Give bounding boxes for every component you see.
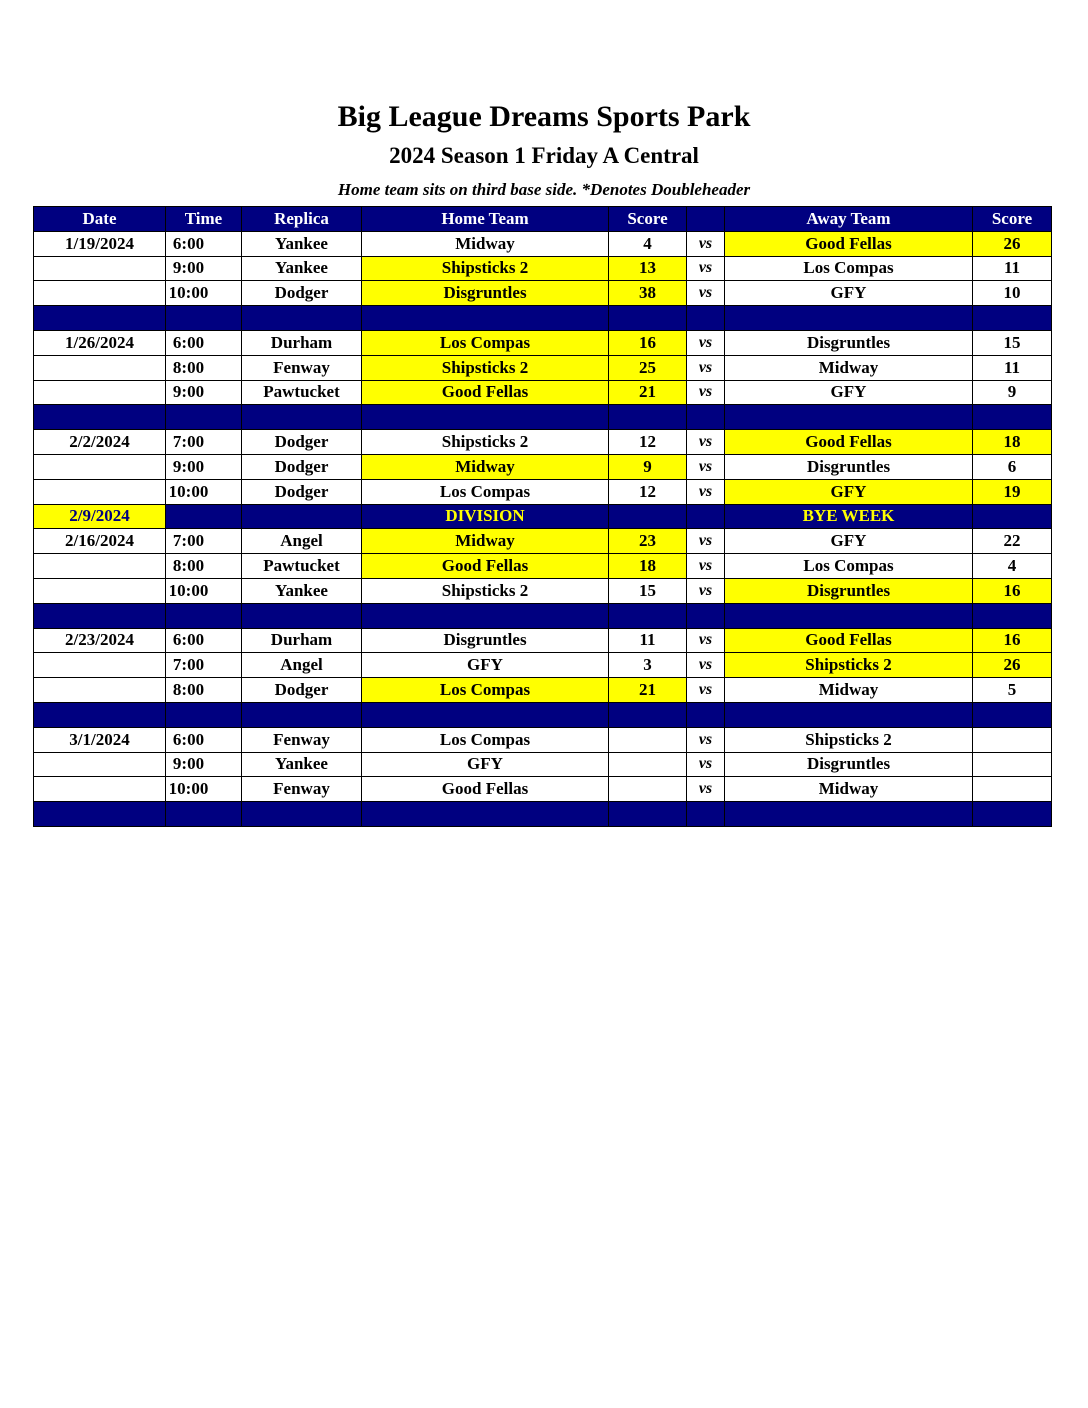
schedule-table <box>33 206 1052 827</box>
vs-cell: vs <box>687 678 725 703</box>
home-score-cell: 3 <box>609 653 687 678</box>
vs-cell: vs <box>687 529 725 554</box>
week-separator-row <box>34 702 1052 727</box>
vs-cell: vs <box>687 777 725 802</box>
vs-cell: vs <box>687 628 725 653</box>
replica-cell: Fenway <box>242 355 362 380</box>
home-team-cell: Good Fellas <box>362 777 609 802</box>
home-score-cell: 11 <box>609 628 687 653</box>
game-row <box>34 554 1052 579</box>
away-score-cell: 19 <box>973 479 1052 504</box>
away-team-cell: GFY <box>725 281 973 306</box>
away-score-cell: 5 <box>973 678 1052 703</box>
date-cell <box>34 281 166 306</box>
separator-cell <box>34 603 166 628</box>
schedule-body <box>34 231 1052 826</box>
col-header-vs <box>687 207 725 232</box>
vs-cell: vs <box>687 231 725 256</box>
bye-week-label: BYE WEEK <box>725 504 973 529</box>
separator-cell <box>687 405 725 430</box>
separator-cell <box>725 702 973 727</box>
home-team-cell: Midway <box>362 529 609 554</box>
replica-cell: Yankee <box>242 578 362 603</box>
date-cell: 2/16/2024 <box>34 529 166 554</box>
vs-cell: vs <box>687 554 725 579</box>
time-cell: 9:00 <box>166 380 242 405</box>
away-score-cell <box>973 752 1052 777</box>
home-team-cell: Disgruntles <box>362 281 609 306</box>
separator-cell <box>166 405 242 430</box>
separator-cell <box>34 306 166 331</box>
header-row <box>34 207 1052 232</box>
separator-cell <box>609 702 687 727</box>
date-cell: 3/1/2024 <box>34 727 166 752</box>
time-cell: 8:00 <box>166 355 242 380</box>
game-row <box>34 578 1052 603</box>
vs-cell <box>687 504 725 529</box>
schedule-note: Home team sits on third base side. *Denotes Doubleheader <box>337 180 751 199</box>
replica-cell: Dodger <box>242 678 362 703</box>
date-cell <box>34 256 166 281</box>
game-row <box>34 430 1052 455</box>
separator-cell <box>362 603 609 628</box>
separator-cell <box>725 405 973 430</box>
separator-cell <box>242 306 362 331</box>
time-cell: 10:00 <box>166 578 242 603</box>
away-team-cell: Disgruntles <box>725 454 973 479</box>
date-cell <box>34 554 166 579</box>
time-cell: 6:00 <box>166 330 242 355</box>
vs-cell: vs <box>687 380 725 405</box>
col-header-replica: Replica <box>242 207 362 232</box>
date-cell <box>34 653 166 678</box>
home-score-cell: 15 <box>609 578 687 603</box>
game-row <box>34 653 1052 678</box>
game-row <box>34 281 1052 306</box>
home-team-cell: Shipsticks 2 <box>362 256 609 281</box>
time-cell: 6:00 <box>166 727 242 752</box>
away-team-cell: Good Fellas <box>725 628 973 653</box>
separator-cell <box>687 603 725 628</box>
game-row <box>34 256 1052 281</box>
vs-cell: vs <box>687 330 725 355</box>
away-team-cell: Good Fellas <box>725 430 973 455</box>
separator-cell <box>166 702 242 727</box>
time-cell <box>166 504 242 529</box>
time-cell: 9:00 <box>166 256 242 281</box>
separator-cell <box>973 306 1052 331</box>
week-separator-row <box>34 306 1052 331</box>
home-team-cell: Los Compas <box>362 727 609 752</box>
replica-cell: Yankee <box>242 231 362 256</box>
home-score-cell: 13 <box>609 256 687 281</box>
home-score-cell: 4 <box>609 231 687 256</box>
away-score-cell: 11 <box>973 355 1052 380</box>
game-row <box>34 529 1052 554</box>
home-team-cell: Good Fellas <box>362 554 609 579</box>
division-label: DIVISION <box>362 504 609 529</box>
replica-cell: Fenway <box>242 777 362 802</box>
separator-cell <box>34 702 166 727</box>
game-row <box>34 727 1052 752</box>
separator-cell <box>725 306 973 331</box>
game-row <box>34 678 1052 703</box>
away-team-cell: GFY <box>725 380 973 405</box>
replica-cell: Angel <box>242 529 362 554</box>
away-score-cell: 9 <box>973 380 1052 405</box>
time-cell: 10:00 <box>166 479 242 504</box>
away-score-cell: 6 <box>973 454 1052 479</box>
separator-cell <box>34 802 166 827</box>
time-cell: 10:00 <box>166 777 242 802</box>
date-cell <box>34 578 166 603</box>
home-team-cell: Good Fellas <box>362 380 609 405</box>
home-score-cell: 12 <box>609 479 687 504</box>
home-score-cell: 16 <box>609 330 687 355</box>
home-team-cell: Shipsticks 2 <box>362 578 609 603</box>
replica-cell: Dodger <box>242 479 362 504</box>
vs-cell: vs <box>687 479 725 504</box>
game-row <box>34 479 1052 504</box>
home-score-cell <box>609 727 687 752</box>
date-cell: 2/2/2024 <box>34 430 166 455</box>
time-cell: 9:00 <box>166 752 242 777</box>
away-score-cell: 10 <box>973 281 1052 306</box>
separator-cell <box>973 603 1052 628</box>
vs-cell: vs <box>687 727 725 752</box>
replica-cell: Yankee <box>242 752 362 777</box>
separator-cell <box>362 405 609 430</box>
separator-cell <box>973 802 1052 827</box>
away-team-cell: Good Fellas <box>725 231 973 256</box>
home-team-cell: Los Compas <box>362 330 609 355</box>
replica-cell: Pawtucket <box>242 380 362 405</box>
col-header-home-score: Score <box>609 207 687 232</box>
home-score-cell <box>609 777 687 802</box>
time-cell: 10:00 <box>166 281 242 306</box>
separator-cell <box>242 405 362 430</box>
col-header-date: Date <box>34 207 166 232</box>
away-team-cell: Midway <box>725 678 973 703</box>
time-cell: 9:00 <box>166 454 242 479</box>
away-team-cell: Midway <box>725 777 973 802</box>
time-cell: 8:00 <box>166 554 242 579</box>
separator-cell <box>166 306 242 331</box>
separator-cell <box>973 702 1052 727</box>
separator-cell <box>609 802 687 827</box>
separator-cell <box>687 802 725 827</box>
replica-cell: Dodger <box>242 430 362 455</box>
separator-cell <box>609 603 687 628</box>
vs-cell: vs <box>687 430 725 455</box>
home-score-cell: 9 <box>609 454 687 479</box>
vs-cell: vs <box>687 355 725 380</box>
replica-cell: Dodger <box>242 281 362 306</box>
home-score-cell: 25 <box>609 355 687 380</box>
away-score-cell: 16 <box>973 578 1052 603</box>
time-cell: 7:00 <box>166 653 242 678</box>
date-cell <box>34 380 166 405</box>
away-team-cell: Midway <box>725 355 973 380</box>
page-title: Big League Dreams Sports Park <box>337 100 751 133</box>
away-team-cell: Disgruntles <box>725 752 973 777</box>
away-team-cell: Los Compas <box>725 256 973 281</box>
away-score-cell: 16 <box>973 628 1052 653</box>
vs-cell: vs <box>687 454 725 479</box>
away-score-cell: 26 <box>973 231 1052 256</box>
game-row <box>34 752 1052 777</box>
week-separator-row <box>34 405 1052 430</box>
away-team-cell: GFY <box>725 479 973 504</box>
home-score-cell: 23 <box>609 529 687 554</box>
date-cell: 2/9/2024 <box>34 504 166 529</box>
game-row <box>34 454 1052 479</box>
away-score-cell: 15 <box>973 330 1052 355</box>
separator-cell <box>609 306 687 331</box>
home-team-cell: GFY <box>362 752 609 777</box>
separator-cell <box>166 802 242 827</box>
date-cell: 1/19/2024 <box>34 231 166 256</box>
away-score-cell <box>973 504 1052 529</box>
col-header-away-score: Score <box>973 207 1052 232</box>
home-score-cell: 12 <box>609 430 687 455</box>
replica-cell: Pawtucket <box>242 554 362 579</box>
separator-cell <box>166 603 242 628</box>
page-subtitle: 2024 Season 1 Friday A Central <box>389 143 699 168</box>
replica-cell: Angel <box>242 653 362 678</box>
away-score-cell: 11 <box>973 256 1052 281</box>
vs-cell: vs <box>687 752 725 777</box>
vs-cell: vs <box>687 281 725 306</box>
away-score-cell: 22 <box>973 529 1052 554</box>
away-team-cell: Disgruntles <box>725 578 973 603</box>
separator-cell <box>34 405 166 430</box>
separator-cell <box>973 405 1052 430</box>
separator-cell <box>242 702 362 727</box>
game-row <box>34 330 1052 355</box>
home-team-cell: Shipsticks 2 <box>362 430 609 455</box>
separator-cell <box>242 603 362 628</box>
date-cell <box>34 777 166 802</box>
vs-cell: vs <box>687 653 725 678</box>
away-score-cell <box>973 777 1052 802</box>
separator-cell <box>609 405 687 430</box>
game-row <box>34 380 1052 405</box>
replica-cell <box>242 504 362 529</box>
home-team-cell: GFY <box>362 653 609 678</box>
game-row <box>34 231 1052 256</box>
week-separator-row <box>34 802 1052 827</box>
col-header-time: Time <box>166 207 242 232</box>
col-header-away-team: Away Team <box>725 207 973 232</box>
time-cell: 8:00 <box>166 678 242 703</box>
away-score-cell: 18 <box>973 430 1052 455</box>
home-score-cell: 38 <box>609 281 687 306</box>
vs-cell: vs <box>687 578 725 603</box>
separator-cell <box>362 702 609 727</box>
home-team-cell: Los Compas <box>362 479 609 504</box>
date-cell: 1/26/2024 <box>34 330 166 355</box>
separator-cell <box>242 802 362 827</box>
away-team-cell: Los Compas <box>725 554 973 579</box>
replica-cell: Durham <box>242 330 362 355</box>
replica-cell: Fenway <box>242 727 362 752</box>
away-score-cell <box>973 727 1052 752</box>
away-team-cell: Shipsticks 2 <box>725 727 973 752</box>
time-cell: 6:00 <box>166 628 242 653</box>
home-team-cell: Los Compas <box>362 678 609 703</box>
home-team-cell: Disgruntles <box>362 628 609 653</box>
col-header-home-team: Home Team <box>362 207 609 232</box>
game-row <box>34 355 1052 380</box>
home-score-cell: 21 <box>609 380 687 405</box>
home-score-cell: 21 <box>609 678 687 703</box>
date-cell <box>34 479 166 504</box>
separator-cell <box>362 802 609 827</box>
date-cell <box>34 752 166 777</box>
away-score-cell: 26 <box>973 653 1052 678</box>
separator-cell <box>725 802 973 827</box>
separator-cell <box>725 603 973 628</box>
away-team-cell: Shipsticks 2 <box>725 653 973 678</box>
date-cell <box>34 355 166 380</box>
game-row <box>34 777 1052 802</box>
away-team-cell: GFY <box>725 529 973 554</box>
replica-cell: Dodger <box>242 454 362 479</box>
home-score-cell <box>609 504 687 529</box>
home-team-cell: Midway <box>362 454 609 479</box>
replica-cell: Yankee <box>242 256 362 281</box>
date-cell: 2/23/2024 <box>34 628 166 653</box>
week-separator-row <box>34 603 1052 628</box>
time-cell: 7:00 <box>166 430 242 455</box>
time-cell: 7:00 <box>166 529 242 554</box>
separator-cell <box>362 306 609 331</box>
home-score-cell <box>609 752 687 777</box>
vs-cell: vs <box>687 256 725 281</box>
game-row <box>34 628 1052 653</box>
bye-week-row <box>34 504 1052 529</box>
time-cell: 6:00 <box>166 231 242 256</box>
home-team-cell: Shipsticks 2 <box>362 355 609 380</box>
date-cell <box>34 454 166 479</box>
home-team-cell: Midway <box>362 231 609 256</box>
away-score-cell: 4 <box>973 554 1052 579</box>
separator-cell <box>687 702 725 727</box>
separator-cell <box>687 306 725 331</box>
away-team-cell: Disgruntles <box>725 330 973 355</box>
replica-cell: Durham <box>242 628 362 653</box>
date-cell <box>34 678 166 703</box>
home-score-cell: 18 <box>609 554 687 579</box>
